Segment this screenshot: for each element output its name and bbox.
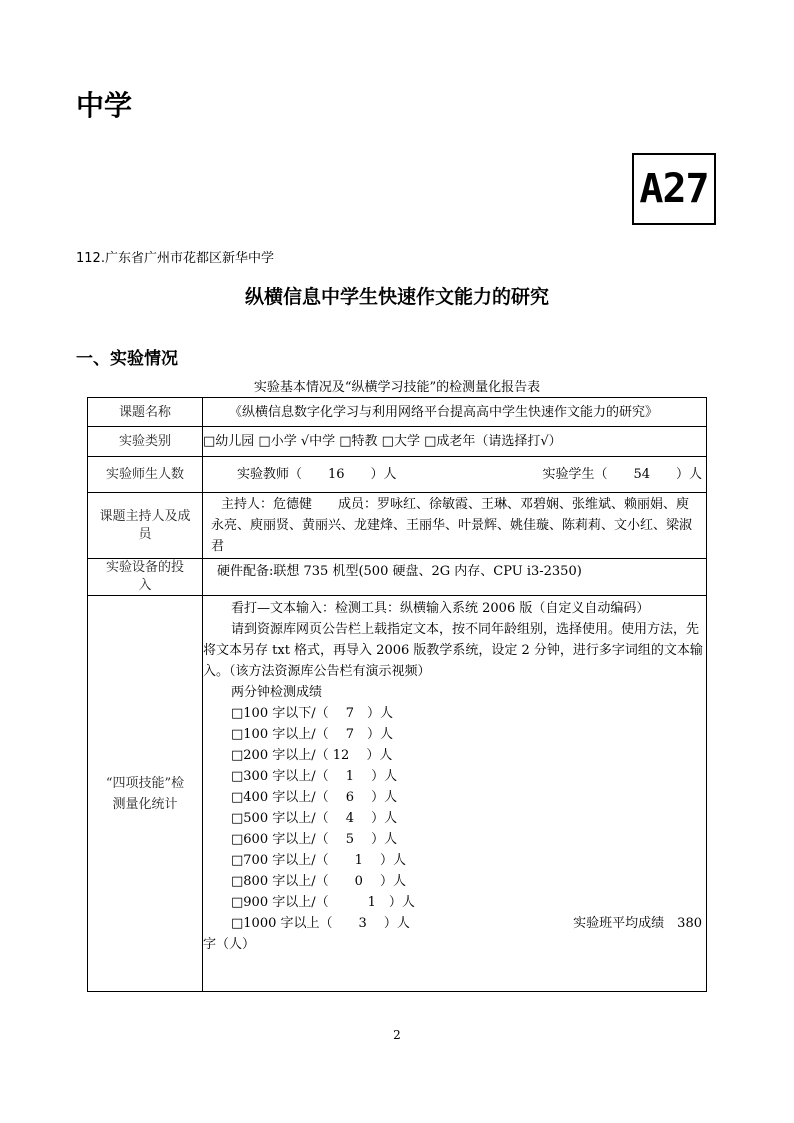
project-code-box: A27 [632, 153, 716, 225]
list-item: □800 字以上/（ 0 ）人 [231, 874, 407, 889]
teacher-count: 实验教师（ 16 ）人 [237, 467, 397, 482]
list-item: □600 字以上/（ 5 ）人 [231, 832, 398, 847]
list-item: □200 字以上/（ 12 ）人 [231, 748, 393, 763]
list-item: □900 字以上/（ 1 ）人 [231, 895, 415, 910]
table-row [88, 427, 707, 457]
list-item: □500 字以上/（ 4 ）人 [231, 811, 398, 826]
equipment-label: 实验设备的投入 [88, 559, 203, 596]
level-heading: 中学 [76, 89, 133, 122]
average-score: 实验班平均成绩 380 [573, 916, 702, 931]
stats-label: “四项技能”检测量化统计 [88, 596, 203, 992]
student-count: 实验学生（ 54 ）人 [542, 467, 702, 482]
page-number: 2 [393, 1028, 401, 1042]
report-title: 纵横信息中学生快速作文能力的研究 [244, 286, 549, 308]
host-value: 主持人：危德健 成员：罗咏红、徐敏霞、王琳、邓碧娴、张维斌、赖丽娟、庾永亮、庾丽贤、黄丽兴、龙建烽、王丽华、叶景辉、姚佳璇、陈莉莉、文小红、梁淑君 [203, 493, 707, 559]
host-label: 课题主持人及成员 [88, 493, 203, 559]
table-row [88, 596, 707, 992]
table-row [88, 398, 707, 427]
table-row [88, 493, 707, 559]
stats-subtitle: 两分钟检测成绩 [231, 685, 323, 700]
average-unit: 字（人） [203, 937, 256, 952]
people-value [203, 457, 707, 493]
report-table [87, 397, 707, 992]
project-label: 课题名称 [88, 398, 203, 427]
equipment-value: 硬件配备:联想 735 机型(500 硬盘、2G 内存、CPU i3-2350) [203, 559, 707, 596]
list-item: □400 字以上/（ 6 ）人 [231, 790, 398, 805]
project-value: 《纵横信息数字化学习与利用网络平台提高高中学生快速作文能力的研究》 [203, 398, 707, 427]
list-item: □100 字以上/（ 7 ）人 [231, 727, 394, 742]
list-item [231, 913, 706, 934]
table-caption: 实验基本情况及“纵横学习技能”的检测量化报告表 [253, 380, 541, 395]
stats-intro-1: 看打—文本输入：检测工具：纵横输入系统 2006 版（自定义自动编码） [231, 601, 650, 616]
last-row-text: □1000 字以上（ 3 ）人 [231, 916, 410, 931]
section-heading: 一、实验情况 [76, 349, 178, 369]
list-item: □100 字以下/（ 7 ）人 [231, 706, 394, 721]
stats-list [203, 703, 706, 934]
table-row [88, 559, 707, 596]
stats-intro-2: 请到资源库网页公告栏上载指定文本，按不同年龄组别，选择使用。使用方法，先将文本另存 txt 格式，再导入 2006 版教学系统，设定 2 分钟，进行多字词组的文本输入。（该方法资源库公告栏有演示视频） [203, 622, 703, 679]
category-label: 实验类别 [88, 427, 203, 457]
list-item: □700 字以上/（ 1 ）人 [231, 853, 407, 868]
table-row [88, 457, 707, 493]
list-item: □300 字以上/（ 1 ）人 [231, 769, 398, 784]
school-name: 112.广东省广州市花都区新华中学 [76, 251, 274, 266]
people-label: 实验师生人数 [88, 457, 203, 493]
category-value: □幼儿园 □小学 √中学 □特教 □大学 □成老年（请选择打√） [203, 427, 707, 457]
stats-cell [203, 596, 707, 992]
